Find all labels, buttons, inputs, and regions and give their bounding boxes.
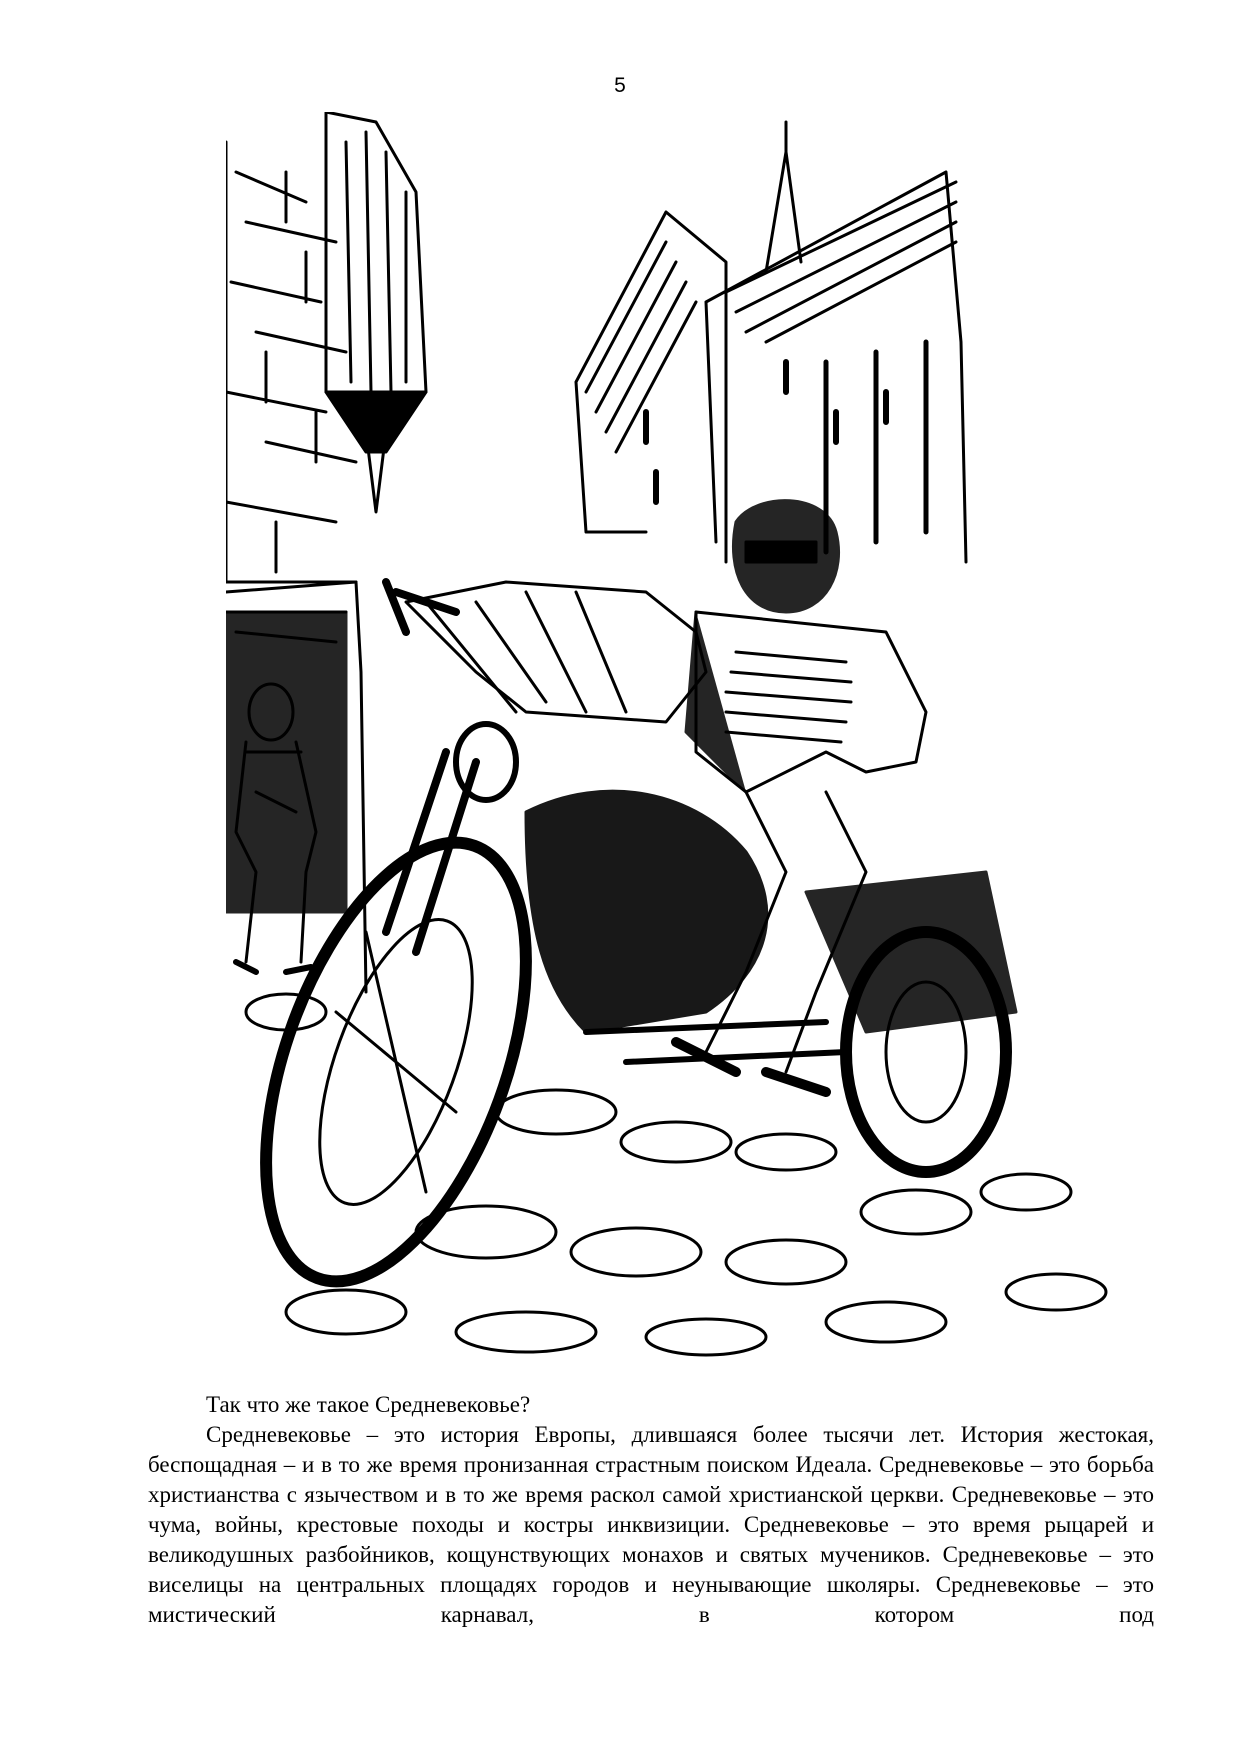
cobblestones — [246, 994, 1106, 1355]
paragraph: Средневековье – это история Европы, длившаяся более тысячи лет. История жестокая, беспощадная – и в то же время пронизанная страстным поиском Идеала. Средневековье – это борьба христианства с язычеством и в то же время раскол самой христианской церкви. Средневековье – это чума, войны, крестовые походы и костры инквизиции. Средневековье – это время рыцарей и великодушных разбойников, кощунствующих монахов и святых мучеников. Средневековье – это виселицы на центральных площадях городов и неунывающие школяры. Средневековье – это мистический карнавал, в котором под — [148, 1422, 1154, 1627]
biker-in-medieval-town-illustration — [226, 112, 1132, 1364]
gothic-tower — [326, 112, 426, 512]
paragraph: Так что же такое Средневековье? — [206, 1392, 531, 1417]
brick-wall — [226, 142, 366, 992]
page-number: 5 — [614, 74, 626, 97]
body-text — [148, 1390, 1154, 1630]
background-buildings — [576, 122, 966, 562]
